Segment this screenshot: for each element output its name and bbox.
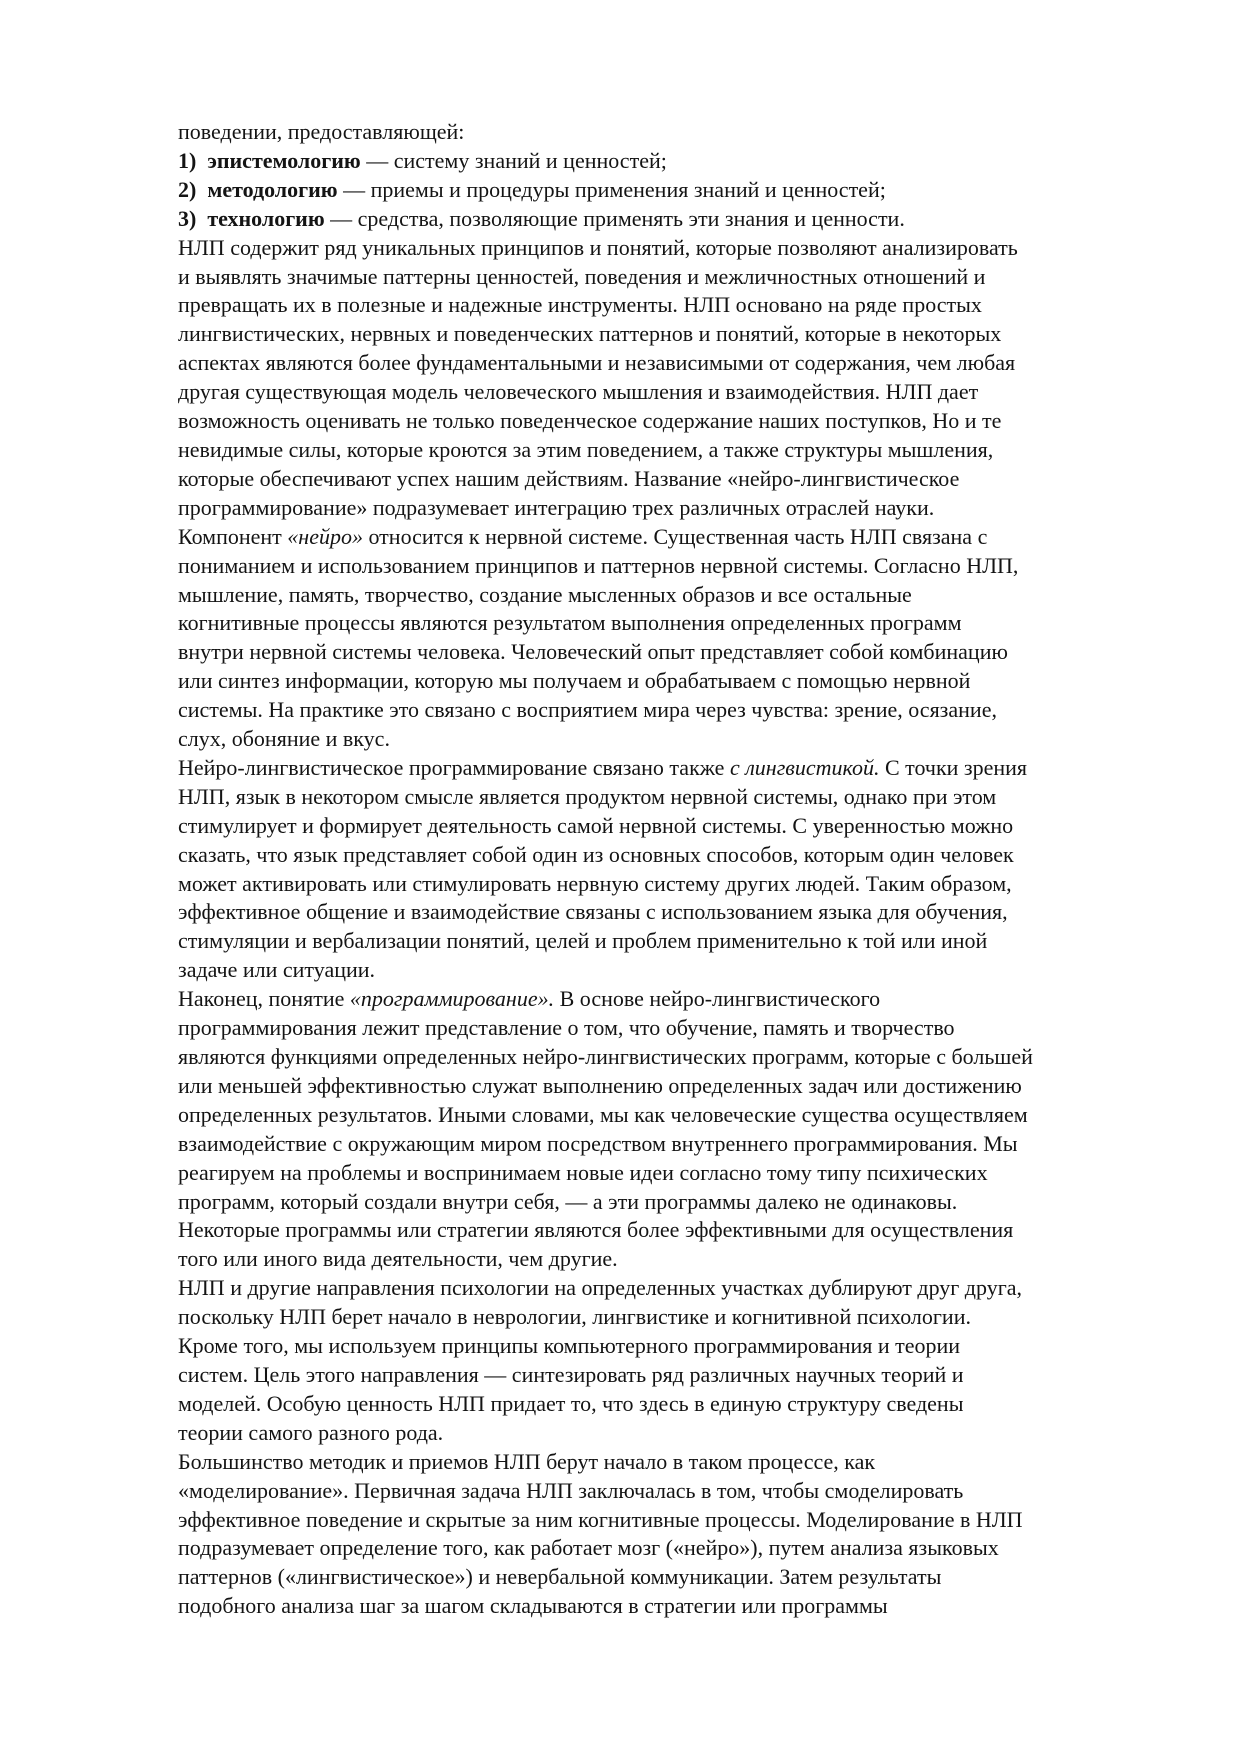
list-number: 1) — [178, 147, 197, 173]
text-run: Компонент — [178, 523, 288, 549]
paragraph-line: являются функциями определенных нейро-лингвистических программ, которые с большей — [178, 1044, 1033, 1069]
emphasis-term: с лингвистикой. — [729, 754, 880, 780]
list-text: — приемы и процедуры применения знаний и ценностей; — [337, 176, 886, 202]
paragraph-line: внутри нервной системы человека. Человеческий опыт представляет собой комбинацию — [178, 639, 1008, 665]
paragraph-line: или синтез информации, которую мы получаем и обрабатываем с помощью нервной — [178, 668, 971, 694]
list-text: — средства, позволяющие применять эти знания и ценности. — [324, 205, 905, 231]
paragraph-line: программ, который создали внутри себя, — а эти программы далеко не одинаковы. — [178, 1188, 958, 1214]
paragraph-line: моделей. Особую ценность НЛП придает то, что здесь в единую структуру сведены — [178, 1390, 964, 1416]
paragraph-line: подобного анализа шаг за шагом складываются в стратегии или программы — [178, 1593, 888, 1619]
text-run: относится к нервной системе. Существенная часть НЛП связана с — [362, 523, 988, 549]
list-number: 3) — [178, 205, 197, 231]
paragraph-line: теории самого разного рода. — [178, 1419, 444, 1445]
paragraph-line: стимуляции и вербализации понятий, целей и проблем применительно к той или иной — [178, 928, 988, 954]
paragraph-line: поскольку НЛП берет начало в неврологии, лингвистике и когнитивной психологии. — [178, 1304, 971, 1330]
list-text: — систему знаний и ценностей; — [360, 147, 667, 173]
paragraph-line: НЛП содержит ряд уникальных принципов и понятий, которые позволяют анализировать — [178, 234, 1018, 260]
paragraph-line: Большинство методик и приемов НЛП берут начало в таком процессе, как — [178, 1448, 876, 1474]
text-run: В основе нейро-лингвистического — [554, 986, 881, 1012]
paragraph-line — [178, 523, 1178, 552]
paragraph-line: системы. На практике это связано с восприятием мира через чувства: зрение, осязание, — [178, 697, 997, 723]
paragraph-line: аспектах являются более фундаментальными и независимыми от содержания, чем любая — [178, 350, 1016, 376]
paragraph-line: когнитивные процессы являются результатом выполнения определенных программ — [178, 610, 962, 636]
paragraph-line: возможность оценивать не только поведенческое содержание наших поступков, Но и те — [178, 408, 1002, 434]
paragraph-line: Некоторые программы или стратегии являются более эффективными для осуществления — [178, 1217, 1014, 1243]
paragraph-line: задаче или ситуации. — [178, 957, 376, 983]
paragraph-line: взаимодействие с окружающим миром посредством внутреннего программирования. Мы — [178, 1130, 1018, 1156]
paragraph-line: Кроме того, мы используем принципы компьютерного программирования и теории — [178, 1333, 961, 1359]
emphasis-term: «нейро» — [287, 523, 363, 549]
text-run: С точки зрения — [879, 754, 1028, 780]
paragraph-line: сказать, что язык представляет собой один из основных способов, которым один человек — [178, 841, 1014, 867]
paragraph-line: систем. Цель этого направления — синтезировать ряд различных научных теорий и — [178, 1361, 964, 1387]
paragraph-line: и выявлять значимые паттерны ценностей, поведения и межличностных отношений и — [178, 263, 986, 289]
emphasis-term: «программирование». — [349, 986, 555, 1012]
paragraph-line: НЛП, язык в некотором смысле является продуктом нервной системы, однако при этом — [178, 783, 997, 809]
body-text — [178, 118, 1178, 1621]
list-item — [178, 147, 1178, 176]
paragraph-line: реагируем на проблемы и воспринимаем новые идеи согласно тому типу психических — [178, 1159, 988, 1185]
paragraph-line: эффективное общение и взаимодействие связаны с использованием языка для обучения, — [178, 899, 1008, 925]
paragraph-line: или меньшей эффективностью служат выполнению определенных задач или достижению — [178, 1072, 1022, 1098]
paragraph-line: паттернов («лингвистическое») и невербальной коммуникации. Затем результаты — [178, 1564, 942, 1590]
paragraph-line: определенных результатов. Иными словами, мы как человеческие существа осуществляем — [178, 1101, 1028, 1127]
paragraph-line — [178, 754, 1178, 783]
paragraph-line: эффективное поведение и скрытые за ним когнитивные процессы. Моделирование в НЛП — [178, 1506, 1023, 1532]
paragraph-line: которые обеспечивают успех нашим действиям. Название «нейро-лингвистическое — [178, 465, 960, 491]
paragraph-line: программирование» подразумевает интеграцию трех различных отраслей науки. — [178, 494, 935, 520]
list-term: технологию — [207, 205, 325, 231]
paragraph-line: слух, обоняние и вкус. — [178, 726, 390, 752]
paragraph-line: стимулирует и формирует деятельность самой нервной системы. С уверенностью можно — [178, 812, 1014, 838]
list-number: 2) — [178, 176, 197, 202]
paragraph-line: пониманием и использованием принципов и паттернов нервной системы. Согласно НЛП, — [178, 552, 1019, 578]
paragraph-line: невидимые силы, которые кроются за этим поведением, а также структуры мышления, — [178, 436, 994, 462]
text-run: Наконец, понятие — [178, 986, 350, 1012]
paragraph-line: превращать их в полезные и надежные инструменты. НЛП основано на ряде простых — [178, 292, 982, 318]
paragraph-line: «моделирование». Первичная задача НЛП заключалась в том, чтобы смоделировать — [178, 1477, 964, 1503]
list-item — [178, 205, 1178, 234]
paragraph-line: подразумевает определение того, как работает мозг («нейро»), путем анализа языковых — [178, 1535, 999, 1561]
text-run: Нейро-лингвистическое программирование связано также — [178, 754, 730, 780]
paragraph-line: того или иного вида деятельности, чем другие. — [178, 1246, 618, 1272]
paragraph-line: может активировать или стимулировать нервную систему других людей. Таким образом, — [178, 870, 1012, 896]
paragraph-line — [178, 985, 1178, 1014]
intro-line: поведении, предоставляющей: — [178, 119, 465, 144]
paragraph-line: мышление, память, творчество, создание мысленных образов и все остальные — [178, 581, 912, 607]
list-term: эпистемологию — [207, 147, 361, 173]
paragraph-line: программирования лежит представление о том, что обучение, память и творчество — [178, 1015, 955, 1041]
list-term: методологию — [207, 176, 338, 202]
paragraph-line: другая существующая модель человеческого мышления и взаимодействия. НЛП дает — [178, 379, 979, 405]
paragraph-line: НЛП и другие направления психологии на определенных участках дублируют друг друга, — [178, 1275, 1022, 1301]
paragraph-line: лингвистических, нервных и поведенческих паттернов и понятий, которые в некоторых — [178, 321, 1002, 347]
list-item — [178, 176, 1178, 205]
